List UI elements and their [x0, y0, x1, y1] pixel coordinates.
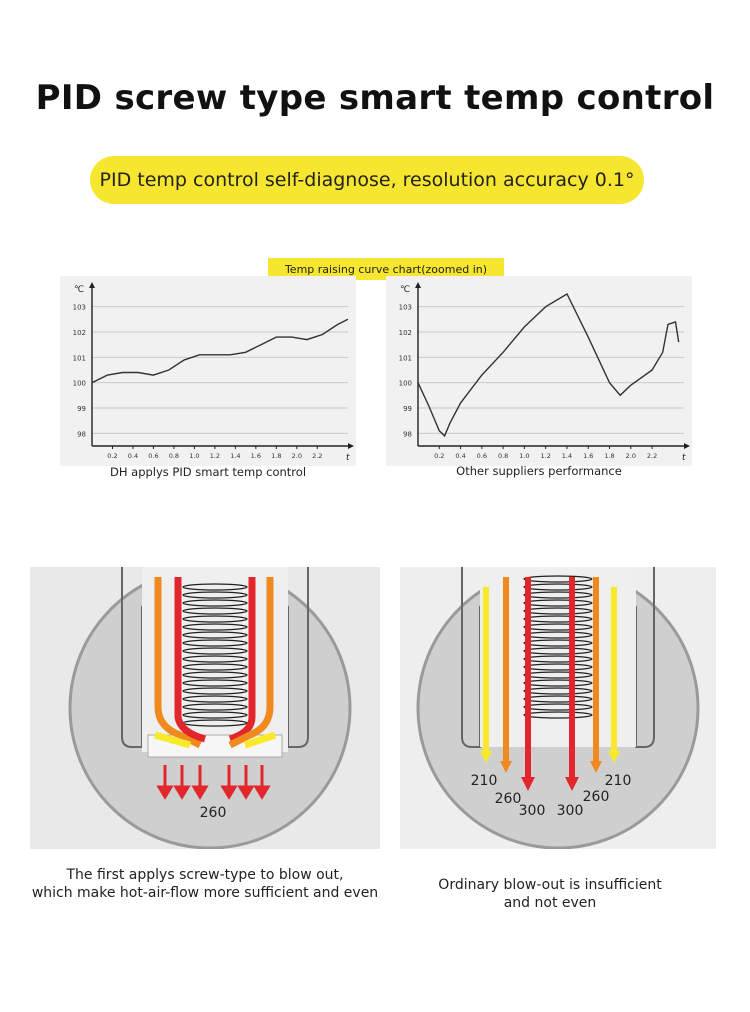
x-tick-label: 1.4 — [230, 452, 241, 460]
x-axis-label: t — [346, 453, 350, 463]
x-axis-label: t — [682, 453, 686, 463]
x-tick-label: 1.0 — [189, 452, 200, 460]
temp-label-260: 260 — [199, 805, 227, 821]
y-tick-label: 103 — [72, 303, 86, 312]
temp-label-300-left: 300 — [518, 803, 546, 819]
x-tick-label: 0.4 — [455, 452, 466, 460]
x-tick-label: 0.6 — [148, 452, 159, 460]
ordinary-diagram — [400, 567, 716, 849]
description-line: and not even — [503, 895, 597, 911]
chart-background — [386, 276, 692, 466]
y-tick-label: 101 — [398, 354, 412, 363]
y-tick-label: 100 — [72, 379, 86, 388]
x-tick-label: 1.2 — [209, 452, 221, 460]
x-tick-label: 2.0 — [291, 452, 302, 460]
description-line: which make hot-air-flow more sufficient and even — [31, 885, 379, 901]
y-tick-label: 99 — [403, 405, 412, 413]
chart-background — [60, 276, 356, 466]
x-tick-label: 1.4 — [561, 452, 573, 460]
x-tick-label: 1.8 — [604, 452, 615, 460]
temp-label-210-right: 210 — [604, 773, 632, 789]
x-tick-label: 1.0 — [519, 452, 530, 460]
x-tick-label: 1.2 — [540, 452, 551, 460]
x-tick-label: 0.8 — [168, 452, 180, 460]
subtitle-banner — [90, 156, 644, 204]
x-tick-label: 0.4 — [127, 452, 139, 460]
y-axis-label: ℃ — [400, 285, 411, 295]
y-axis-label: ℃ — [74, 285, 85, 295]
subtitle-text: PID temp control self-diagnose, resolution accuracy 0.1° — [99, 169, 635, 191]
chart-caption-other: Other suppliers performance — [456, 464, 622, 478]
temp-label-260-right: 260 — [582, 789, 610, 805]
y-tick-label: 99 — [77, 405, 86, 413]
y-tick-label: 101 — [72, 354, 86, 363]
description-line: The first applys screw-type to blow out, — [66, 867, 344, 883]
x-tick-label: 1.8 — [271, 452, 282, 460]
chart-pid — [60, 276, 356, 466]
x-tick-label: 1.6 — [583, 452, 594, 460]
description-line: Ordinary blow-out is insufficient — [438, 877, 662, 893]
screw-type-diagram — [30, 567, 380, 849]
x-tick-label: 0.2 — [107, 452, 118, 460]
y-tick-label: 100 — [398, 379, 412, 388]
y-tick-label: 102 — [398, 329, 412, 337]
y-tick-label: 98 — [403, 430, 412, 439]
y-tick-label: 103 — [398, 303, 412, 312]
temp-label-210-left: 210 — [470, 773, 498, 789]
x-tick-label: 2.0 — [625, 452, 636, 460]
x-tick-label: 1.6 — [250, 452, 262, 460]
x-tick-label: 0.8 — [497, 452, 509, 460]
y-tick-label: 98 — [77, 430, 86, 439]
x-tick-label: 2.2 — [312, 452, 323, 460]
x-tick-label: 0.2 — [434, 452, 445, 460]
x-tick-label: 2.2 — [646, 452, 658, 460]
y-tick-label: 102 — [72, 329, 86, 337]
chart-other-suppliers — [386, 276, 692, 466]
diagram-description-ordinary — [400, 876, 700, 912]
diagram-description-screw — [20, 866, 390, 902]
page-title: PID screw type smart temp control — [35, 78, 715, 118]
temp-label-260-left: 260 — [494, 791, 522, 807]
chart-section-tag: Temp raising curve chart(zoomed in) — [268, 258, 504, 280]
temp-label-300-right: 300 — [556, 803, 584, 819]
x-tick-label: 0.6 — [476, 452, 488, 460]
chart-caption-pid: DH applys PID smart temp control — [109, 465, 307, 479]
